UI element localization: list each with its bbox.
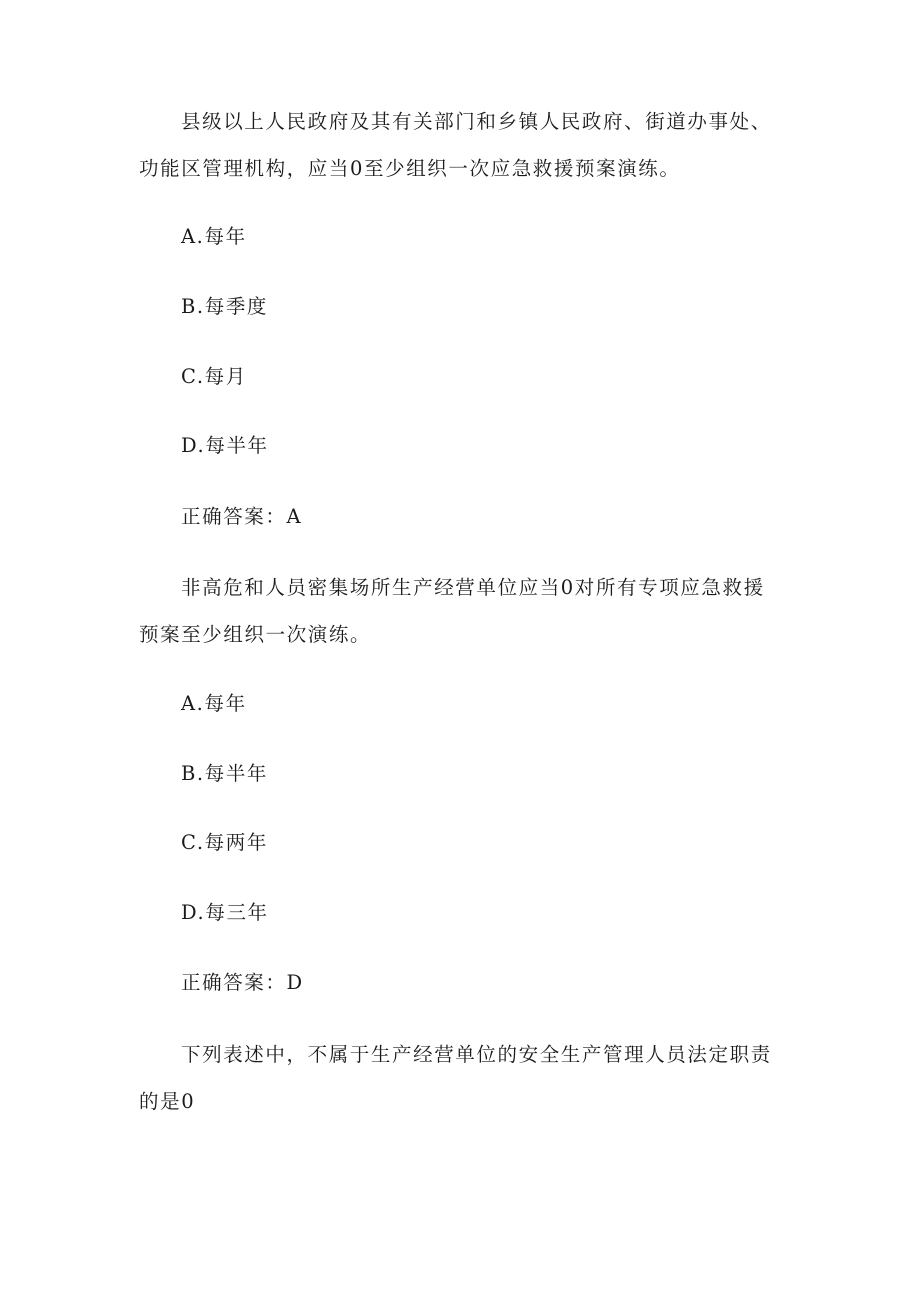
question-1-option-b: B.每季度	[181, 295, 269, 318]
question-2-option-d: D.每三年	[181, 901, 269, 924]
question-1-stem-line-2: 功能区管理机构，应当0至少组织一次应急救援预案演练。	[139, 157, 681, 180]
question-3-stem-line-2: 的是0	[139, 1090, 196, 1113]
question-2-option-a: A.每年	[181, 692, 247, 715]
question-1-option-d: D.每半年	[181, 434, 269, 457]
question-2-stem-line-1: 非高危和人员密集场所生产经营单位应当0对所有专项应急救援	[181, 576, 765, 599]
question-2-answer: 正确答案：D	[181, 971, 304, 994]
question-3-stem-line-1: 下列表述中，不属于生产经营单位的安全生产管理人员法定职责	[181, 1043, 772, 1066]
question-1-answer: 正确答案：A	[181, 505, 303, 528]
question-2-option-c: C.每两年	[181, 831, 268, 854]
question-2-stem-line-2: 预案至少组织一次演练。	[139, 623, 372, 646]
question-1-option-a: A.每年	[181, 225, 247, 248]
question-2-option-b: B.每半年	[181, 762, 269, 785]
question-1-option-c: C.每月	[181, 365, 247, 388]
question-1-stem-line-1: 县级以上人民政府及其有关部门和乡镇人民政府、街道办事处、	[181, 110, 772, 133]
